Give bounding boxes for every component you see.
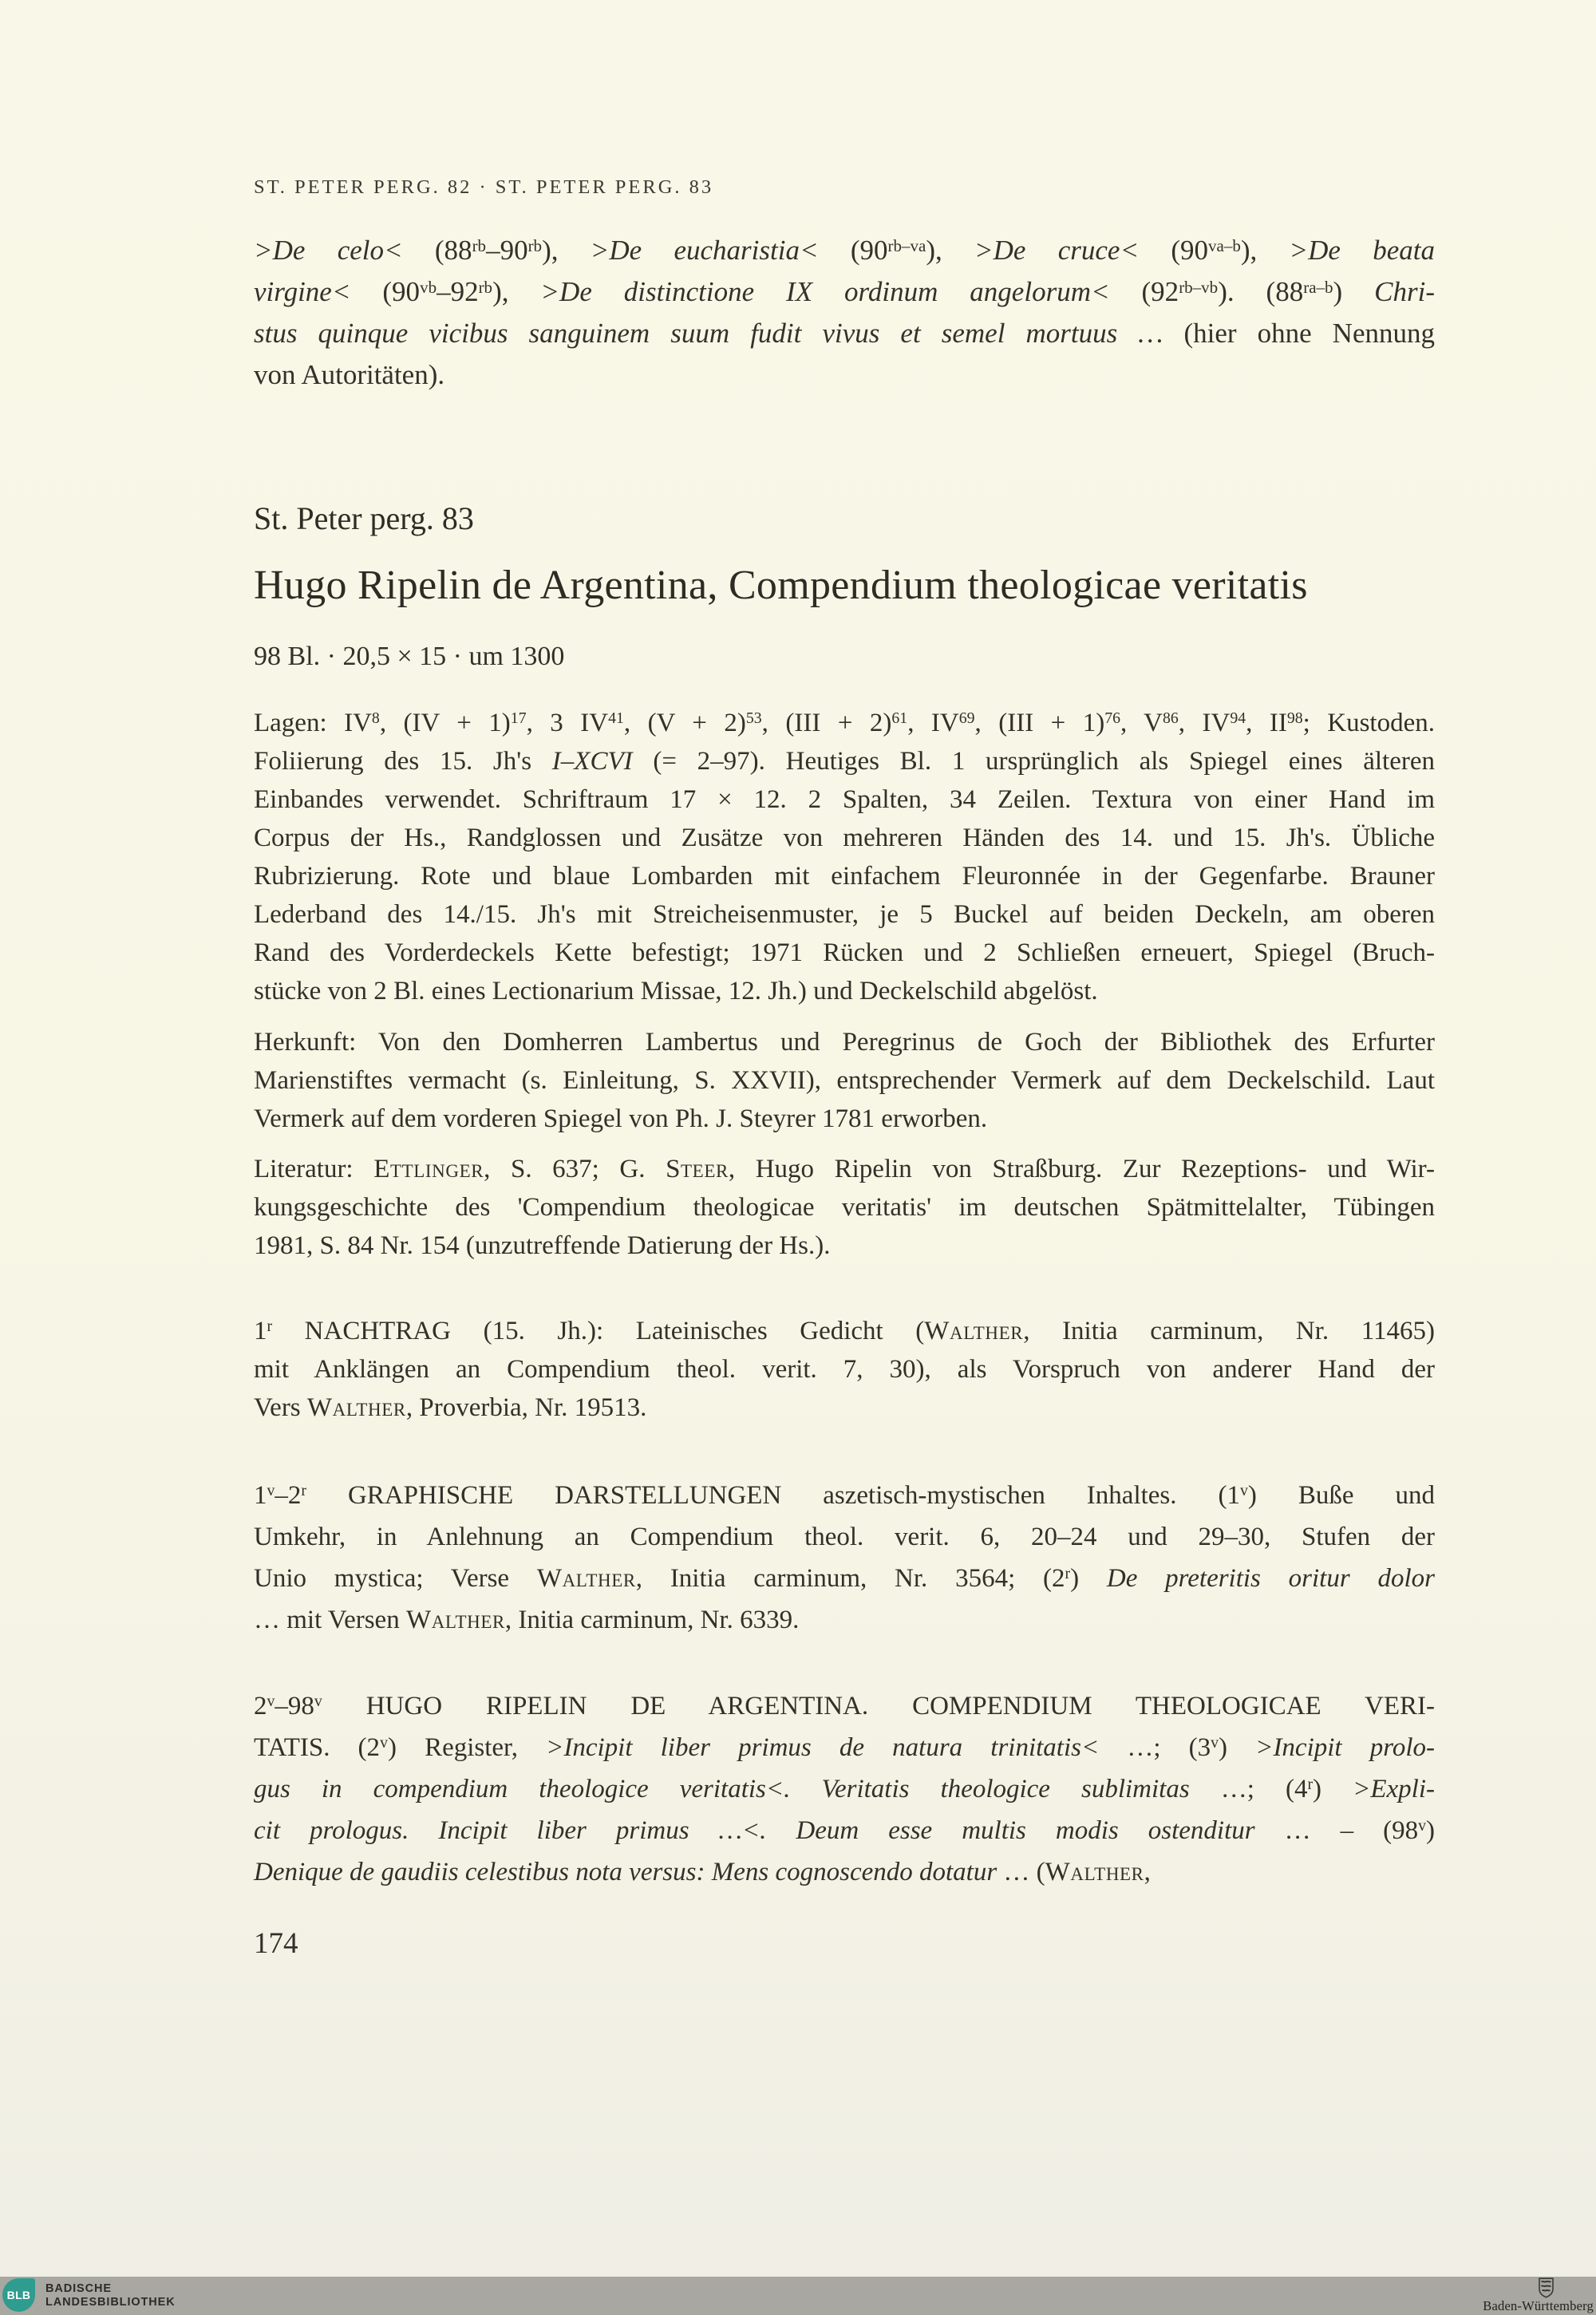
text-line: von Autoritäten). bbox=[254, 359, 445, 390]
library-name-line1: BADISCHE bbox=[45, 2282, 112, 2295]
nachtrag-1r-paragraph bbox=[254, 1312, 1435, 1427]
text-line: mit Anklängen an Compendium theol. verit. 7, 30), als Vorspruch von anderer Hand der bbox=[254, 1355, 1435, 1384]
text-line: cit prologus. Incipit liber primus …<. Deum esse multis modis ostenditur … – (98$^v$) bbox=[254, 1816, 1435, 1845]
text-line: Foliierung des 15. Jh's I–XCVI (= 2–97). Heutiges Bl. 1 ursprünglich als Spiegel eines älteren bbox=[254, 747, 1435, 776]
compendium-entry-paragraph bbox=[254, 1685, 1435, 1893]
state-name-label: Baden-Württemberg bbox=[1483, 2298, 1594, 2313]
text-line: TATIS. (2$^v$) Register, >Incipit liber primus de natura trinitatis< …; $(3^v)$ >Incipit prolo- bbox=[254, 1733, 1435, 1762]
text-line: Rubrizierung. Rote und blaue Lombarden mit einfachem Fleuronnée in der Gegenfarbe. Brauner bbox=[254, 862, 1435, 891]
text-line: Lagen: $IV^8$, (IV + 1)$^{17}$, 3 IV$^{41}$, $(V + 2)^{53}$, (III + 2)$^{61}$, IV$^{69}$, (III + 1)$^{76}$, $V^{86}$, IV$^{94}$, II$^{98}$; Kustoden. bbox=[254, 709, 1435, 737]
blb-logo bbox=[2, 2278, 35, 2312]
text-line: virgine< $(90^{vb}-92^{rb})$, >De distinctione IX ordinum angelorum< $(92^{rb-vb})$. $(88^{ra-b})$ Chri- bbox=[254, 276, 1435, 307]
text-line: Rand des Vorderdeckels Kette befestigt; 1971 Rücken und 2 Schließen erneuert, Spiegel (Bruch- bbox=[254, 938, 1435, 967]
text-line: … mit Versen Walther, Initia carminum, Nr. 6339. bbox=[254, 1606, 800, 1634]
graphische-darstellungen-paragraph bbox=[254, 1475, 1435, 1641]
intro-continuation-paragraph bbox=[254, 230, 1435, 396]
text-line: 1$^v$–2$^r$ GRAPHISCHE DARSTELLUNGEN aszetisch-mystischen Inhaltes. (1$^v$) Buße und bbox=[254, 1481, 1435, 1510]
text-line: Vermerk auf dem vorderen Spiegel von Ph. J. Steyrer 1781 erworben. bbox=[254, 1104, 988, 1133]
text-line: Vers Walther, Proverbia, Nr. 19513. bbox=[254, 1393, 647, 1422]
text-line: 1981, S. 84 Nr. 154 (unzutreffende Datierung der Hs.). bbox=[254, 1231, 831, 1260]
lagen-paragraph bbox=[254, 704, 1435, 1010]
literatur-paragraph bbox=[254, 1150, 1435, 1265]
text-line: Corpus der Hs., Randglossen und Zusätze von mehreren Händen des 14. und 15. Jh's. Übliche bbox=[254, 824, 1435, 852]
text-line: Literatur: Ettlinger, S. 637; G. Steer, Hugo Ripelin von Straßburg. Zur Rezeptions- und Wir- bbox=[254, 1155, 1436, 1183]
text-line: Lederband des 14./15. Jh's mit Streicheisenmuster, je 5 Buckel auf beiden Deckeln, am oberen bbox=[254, 900, 1435, 929]
page-number: 174 bbox=[254, 1927, 298, 1960]
text-line: gus in compendium theologice veritatis<. Veritatis theologice sublimitas …; $(4^r)$ >Expli- bbox=[254, 1775, 1435, 1803]
text-line: Umkehr, in Anlehnung an Compendium theol. verit. 6, 20–24 und 29–30, Stufen der bbox=[254, 1523, 1435, 1551]
baden-wuerttemberg-crest-icon bbox=[1538, 2277, 1555, 2298]
entry-title: Hugo Ripelin de Argentina, Compendium theologicae veritatis bbox=[254, 563, 1308, 608]
text-line: Einbandes verwendet. Schriftraum 17 × 12. 2 Spalten, 34 Zeilen. Textura von einer Hand im bbox=[254, 785, 1435, 814]
entry-physical-summary: 98 Bl. · 20,5 × 15 · um 1300 bbox=[254, 642, 565, 671]
library-name-line2: LANDESBIBLIOTHEK bbox=[45, 2295, 176, 2309]
blb-logo-acronym: BLB bbox=[6, 2289, 31, 2301]
text-line: Denique de gaudiis celestibus nota versus: Mens cognoscendo dotatur … (Walther, bbox=[254, 1858, 1151, 1886]
text-line: kungsgeschichte des 'Compendium theologicae veritatis' im deutschen Spätmittelalter, Tübingen bbox=[254, 1193, 1435, 1222]
text-line: Unio mystica; Verse Walther, Initia carminum, Nr. 3564; (2$^r$) De preteritis oritur dolor bbox=[254, 1564, 1435, 1593]
text-line: Marienstiftes vermacht (s. Einleitung, S. XXVII), entsprechender Vermerk auf dem Deckelschild. Laut bbox=[254, 1066, 1435, 1095]
text-line: 2$^v$–98$^v$ HUGO RIPELIN DE ARGENTINA. COMPENDIUM THEOLOGICAE VERI- bbox=[254, 1692, 1435, 1720]
text-line: stücke von 2 Bl. eines Lectionarium Missae, 12. Jh.) und Deckelschild abgelöst. bbox=[254, 977, 1098, 1005]
text-line: stus quinque vicibus sanguinem suum fudit vivus et semel mortuus … (hier ohne Nennung bbox=[254, 318, 1435, 349]
footer-bar bbox=[0, 2277, 1596, 2315]
running-header: ST. PETER PERG. 82 · ST. PETER PERG. 83 bbox=[254, 176, 714, 198]
library-name bbox=[45, 2282, 176, 2309]
text-line: >De celo< $(88^{rb}-90^{rb})$, >De eucharistia< $(90^{rb-va})$, >De cruce< $(90^{va-b})$, >De beata bbox=[254, 235, 1435, 266]
text-line: Herkunft: Von den Domherren Lambertus und Peregrinus de Goch der Bibliothek des Erfurter bbox=[254, 1028, 1435, 1057]
text-line: 1$^r$ NACHTRAG (15. Jh.): Lateinisches Gedicht (Walther, Initia carminum, Nr. 11465) bbox=[254, 1317, 1435, 1345]
herkunft-paragraph bbox=[254, 1023, 1435, 1138]
shelfmark-heading: St. Peter perg. 83 bbox=[254, 500, 474, 536]
